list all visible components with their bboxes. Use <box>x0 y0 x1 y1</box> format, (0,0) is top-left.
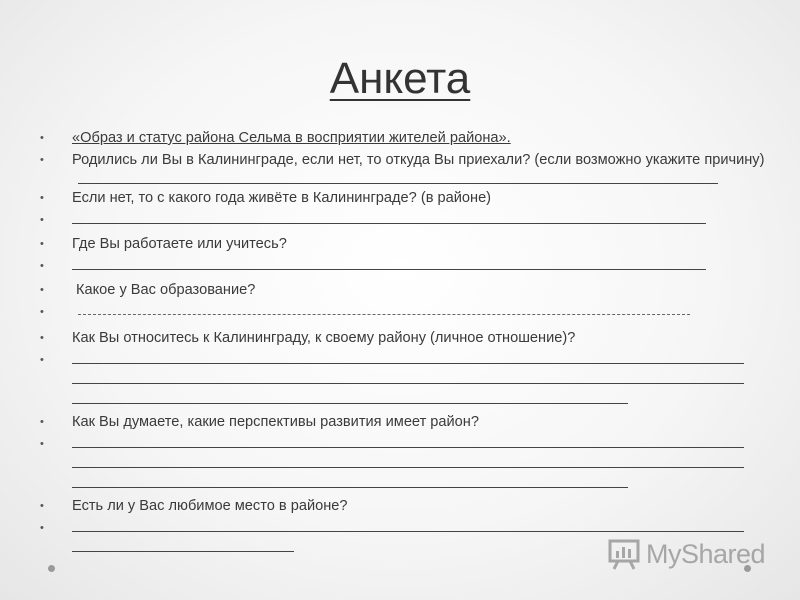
question-text: Есть ли у Вас любимое место в районе? <box>72 498 348 514</box>
list-item <box>30 434 765 488</box>
bullet: • <box>40 438 44 450</box>
answer-line[interactable] <box>78 170 718 184</box>
answer-line[interactable] <box>72 370 744 384</box>
question-text: Какое у Вас образование? <box>76 282 256 298</box>
bullet: • <box>40 500 44 512</box>
watermark <box>606 536 766 576</box>
question-text: Где Вы работаете или учитесь? <box>72 236 287 252</box>
survey-subtitle: «Образ и статус района Сельма в восприятии жителей района». <box>72 130 511 146</box>
answer-line[interactable] <box>72 434 744 448</box>
bullet: • <box>40 154 44 166</box>
bullet: • <box>40 306 44 318</box>
answer-line[interactable] <box>72 256 706 270</box>
nav-dot <box>48 565 55 572</box>
answer-line[interactable] <box>72 390 628 404</box>
answer-line[interactable] <box>72 210 706 224</box>
question-text: Как Вы думаете, какие перспективы развития имеет район? <box>72 414 479 430</box>
watermark-text: MyShared <box>646 539 766 569</box>
bullet: • <box>40 214 44 226</box>
list-item <box>30 234 765 254</box>
bullet: • <box>40 354 44 366</box>
presentation-icon <box>608 539 640 571</box>
list-item <box>30 128 765 148</box>
answer-line[interactable] <box>72 454 744 468</box>
list-item <box>30 350 765 404</box>
question-text: Родились ли Вы в Калининграде, если нет, то откуда Вы приехали? (если возможно укажите причину) <box>72 152 765 168</box>
answer-line[interactable] <box>72 538 294 552</box>
bullet: • <box>40 192 44 204</box>
page-title: Анкета <box>329 54 471 103</box>
list-item <box>30 496 765 516</box>
answer-line[interactable] <box>72 474 628 488</box>
list-item <box>30 256 765 276</box>
answer-line[interactable] <box>78 302 690 315</box>
bullet: • <box>40 416 44 428</box>
list-item <box>30 302 765 322</box>
list-item <box>30 328 765 348</box>
list-item <box>30 412 765 432</box>
bullet: • <box>40 284 44 296</box>
bullet: • <box>40 238 44 250</box>
questionnaire <box>30 128 765 552</box>
bullet: • <box>40 260 44 272</box>
bullet: • <box>40 522 44 534</box>
question-text: Если нет, то с какого года живёте в Калининграде? (в районе) <box>72 190 492 206</box>
bullet: • <box>40 132 44 144</box>
list-item <box>30 188 765 208</box>
answer-line[interactable] <box>72 350 744 364</box>
list-item <box>30 150 765 184</box>
list-item <box>30 280 765 300</box>
question-text: Как Вы относитесь к Калининграду, к своему району (личное отношение)? <box>72 330 576 346</box>
list-item <box>30 210 765 230</box>
answer-line[interactable] <box>72 518 744 532</box>
bullet: • <box>40 332 44 344</box>
